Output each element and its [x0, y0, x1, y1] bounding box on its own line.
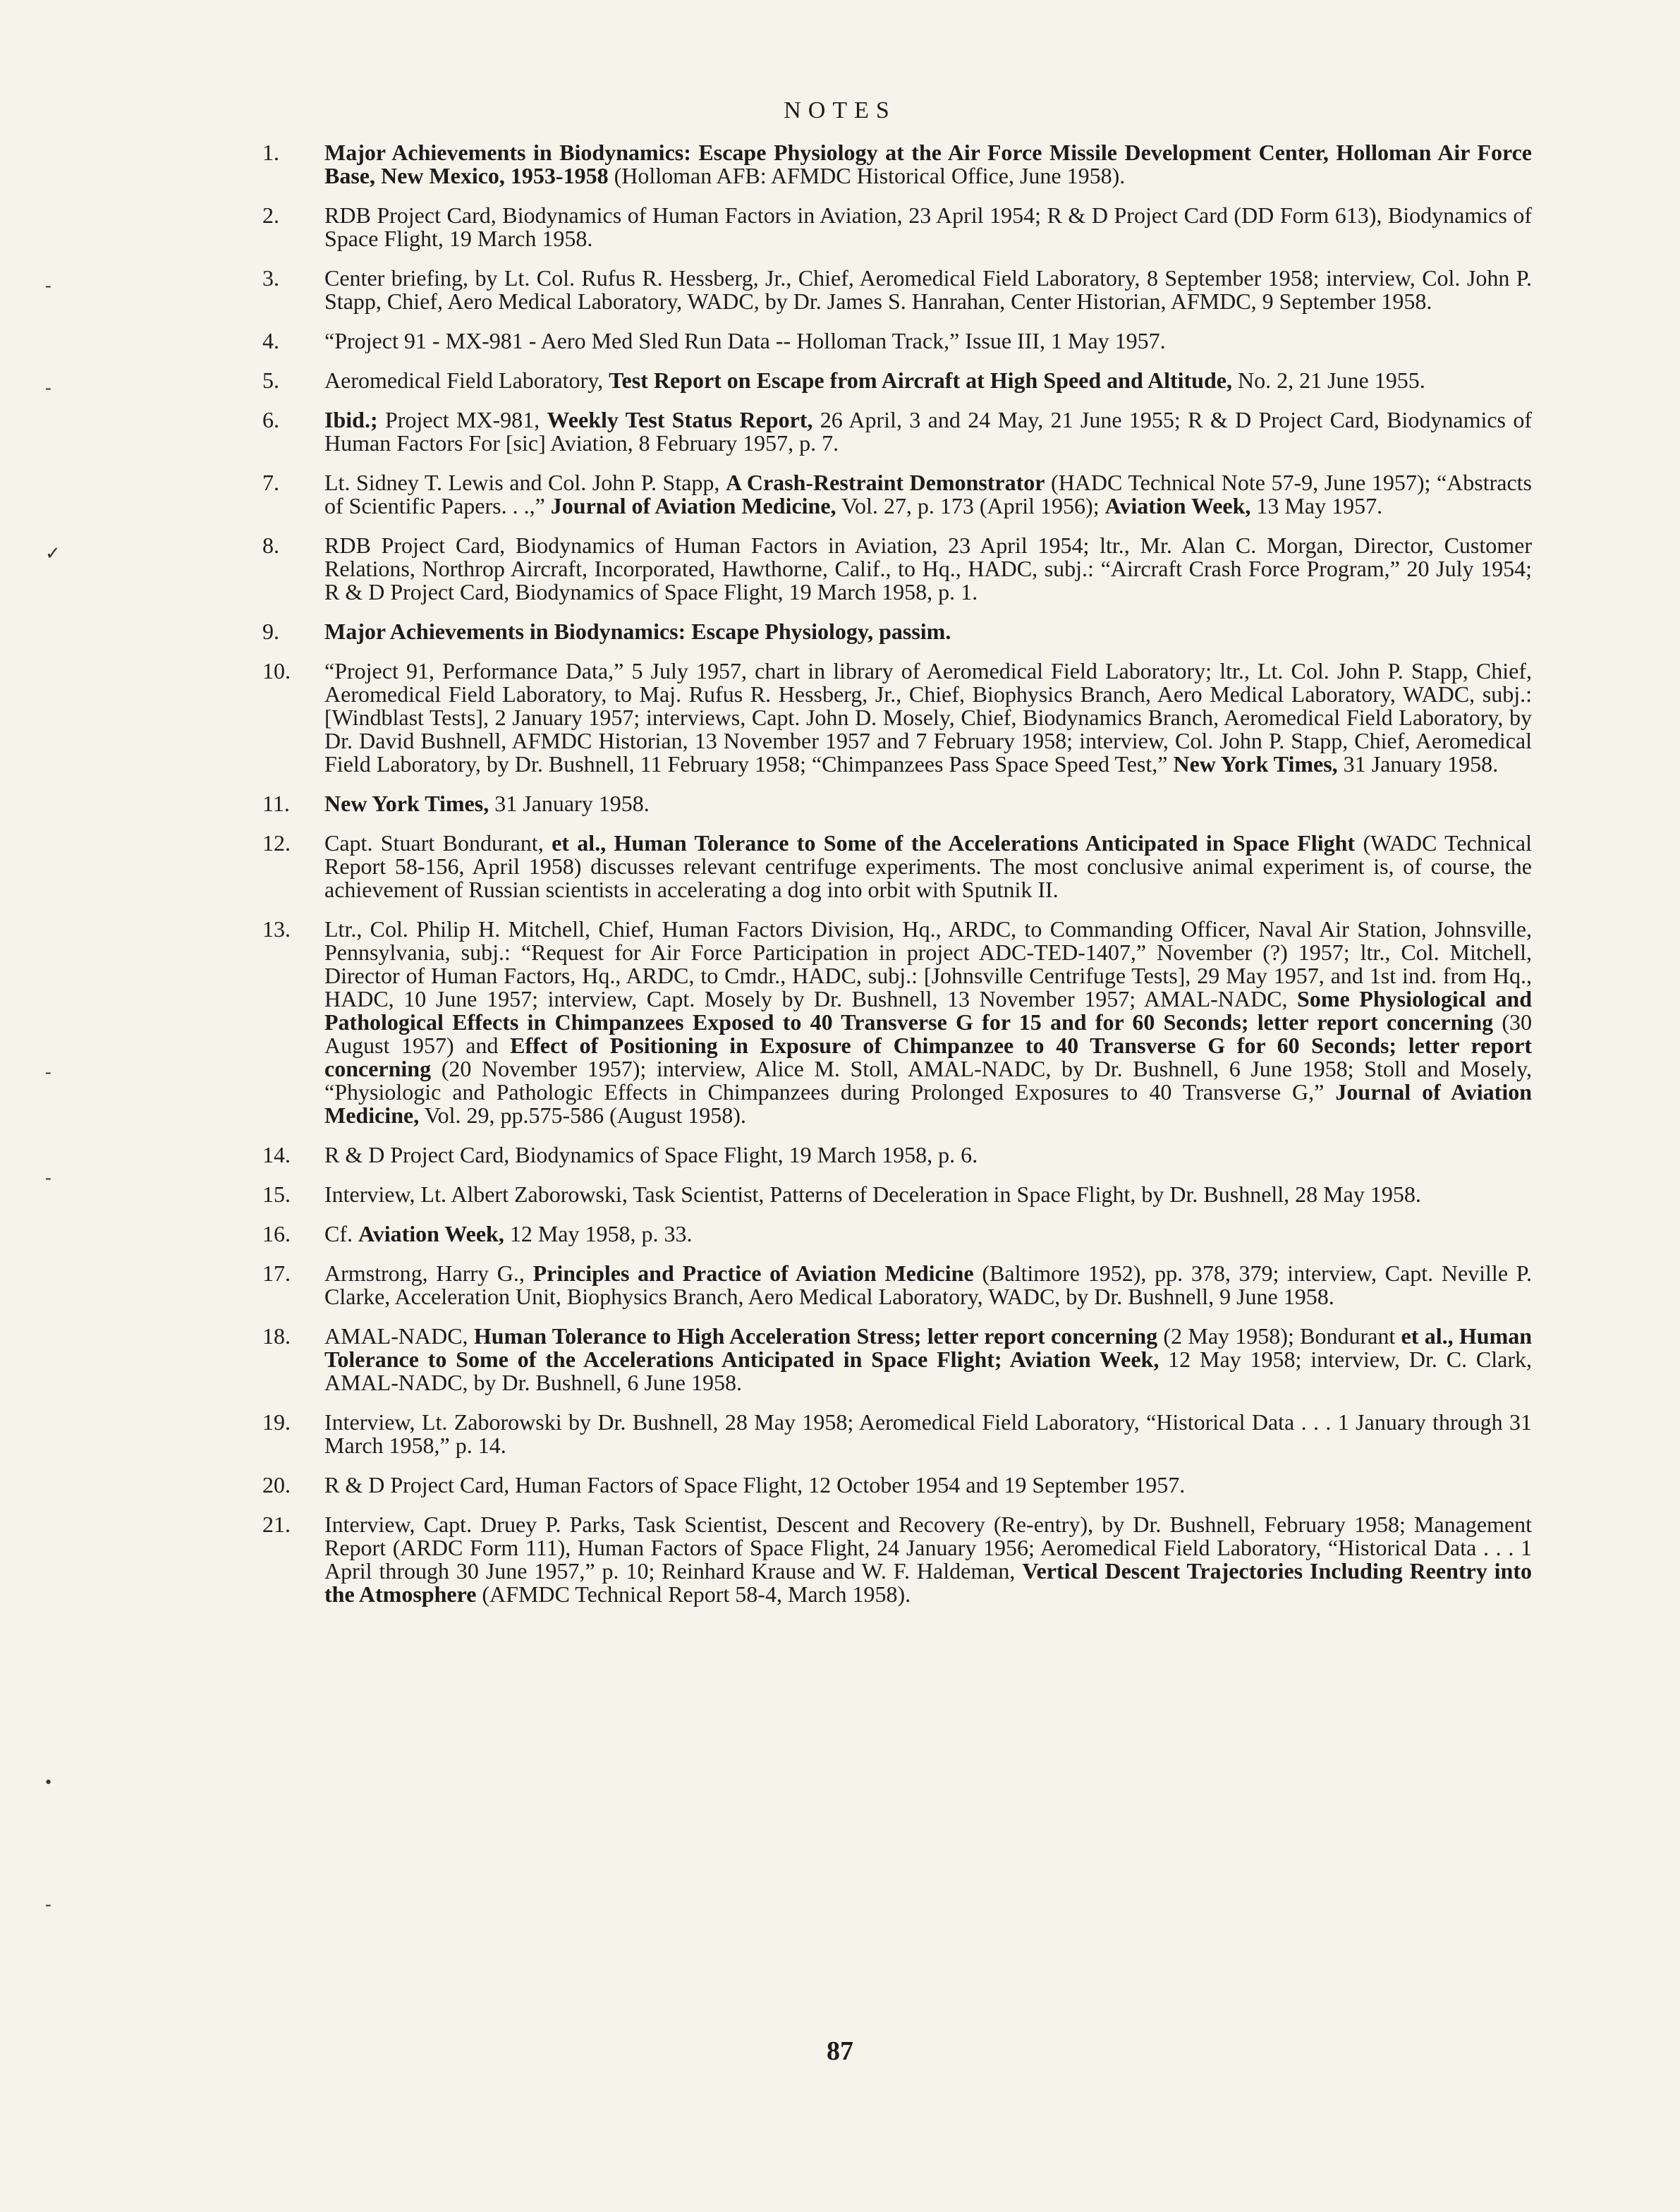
note-title-bold: Ibid.;	[324, 407, 378, 432]
note-text	[324, 329, 1532, 353]
note-item	[262, 832, 1532, 901]
note-number: 3.	[262, 265, 279, 291]
note-text	[324, 267, 1532, 313]
note-text-segment: Lt. Sidney T. Lewis and Col. John P. Stapp,	[324, 470, 726, 495]
note-text-segment: Vol. 27, p. 173 (April 1956);	[836, 493, 1105, 518]
note-item	[262, 204, 1532, 250]
note-title-bold: Effect of Positioning in Exposure of Chimpanzee to 40 Transverse G for 60 Seconds; letter report concerning	[324, 1033, 1533, 1081]
note-text	[324, 1411, 1532, 1457]
note-text-segment: (AFMDC Technical Report 58-4, March 1958).	[476, 1581, 911, 1607]
note-number: 21.	[262, 1512, 291, 1537]
note-text-segment: Interview, Lt. Albert Zaborowski, Task Scientist, Patterns of Deceleration in Space Flight, by Dr. Bushnell, 28 May 1958.	[324, 1181, 1421, 1207]
note-item	[262, 1473, 1532, 1497]
note-number: 9.	[262, 619, 279, 644]
note-item	[262, 1325, 1532, 1394]
note-title-bold: New York Times,	[1173, 751, 1338, 777]
note-text-segment: RDB Project Card, Biodynamics of Human Factors in Aviation, 23 April 1954; R & D Project Card (DD Form 613), Biodynamics of Space Flight, 19 March 1958.	[324, 202, 1532, 251]
note-number: 7.	[262, 470, 279, 495]
note-number: 17.	[262, 1260, 291, 1286]
note-item	[262, 1262, 1532, 1308]
note-text-segment: 12 May 1958, p. 33.	[504, 1221, 693, 1246]
note-text-segment: RDB Project Card, Biodynamics of Human Factors in Aviation, 23 April 1954; ltr., Mr. Alan C. Morgan, Director, Customer Relations, Northrop Aircraft, Incorporated, Hawthorne, Calif., to Hq., HADC, subj.: “Aircraft Crash Force Program,” 20 July 1954; R & D Project Card, Biodynamics of Space Flight, 19 March 1958, p. 1.	[324, 533, 1532, 604]
page-number: 87	[827, 2036, 853, 2066]
note-number: 15.	[262, 1181, 291, 1207]
note-number: 6.	[262, 407, 279, 432]
note-title-bold: Aviation Week,	[1104, 493, 1251, 518]
note-text-segment: Armstrong, Harry G.,	[324, 1260, 533, 1286]
note-text	[324, 660, 1532, 776]
note-title-bold: Vertical Descent Trajectories Including Reentry into the Atmosphere	[324, 1558, 1533, 1607]
note-text-segment: No. 2, 21 June 1955.	[1231, 367, 1425, 393]
note-text	[324, 918, 1532, 1127]
note-item	[262, 408, 1532, 455]
note-text	[324, 1325, 1532, 1394]
note-text	[324, 1262, 1532, 1308]
note-title-bold: Some Physiological and Pathological Effects in Chimpanzees Exposed to 40 Transverse G for 15 and for 60 Seconds; letter report concerning	[324, 986, 1532, 1035]
note-item	[262, 1411, 1532, 1457]
note-number: 20.	[262, 1472, 291, 1497]
note-text	[324, 1183, 1532, 1206]
note-item	[262, 1143, 1532, 1167]
margin-mark: ✓	[45, 543, 61, 564]
note-text-segment: 26 April, 3 and 24 May, 21 June 1955; R & D Project Card, Biodynamics of Human Factors For [sic] Aviation, 8 February 1957, p. 7.	[324, 407, 1533, 456]
note-text	[324, 1143, 1532, 1167]
note-number: 4.	[262, 328, 279, 353]
page-heading: NOTES	[784, 97, 896, 123]
margin-mark: -	[45, 275, 51, 296]
margin-mark: -	[45, 1062, 51, 1082]
note-item	[262, 369, 1532, 392]
note-text-segment: (2 May 1958); Bondurant	[1157, 1323, 1401, 1349]
note-title-bold: Aviation Week,	[358, 1221, 504, 1246]
note-item	[262, 534, 1532, 604]
note-number: 13.	[262, 916, 291, 942]
note-number: 10.	[262, 658, 291, 683]
note-text-segment: Capt. Stuart Bondurant,	[324, 830, 552, 856]
note-text-segment: 31 January 1958.	[489, 791, 650, 816]
note-text	[324, 792, 1532, 815]
note-text-segment: R & D Project Card, Human Factors of Space Flight, 12 October 1954 and 19 September 1957.	[324, 1472, 1186, 1497]
note-item	[262, 660, 1532, 776]
note-title-bold: et al., Human Tolerance to Some of the Accelerations Anticipated in Space Flight; Aviation Week,	[324, 1323, 1533, 1372]
note-title-bold: et al., Human Tolerance to Some of the Accelerations Anticipated in Space Flight	[552, 830, 1356, 856]
note-number: 8.	[262, 533, 279, 558]
note-text-segment: “Project 91, Performance Data,” 5 July 1957, chart in library of Aeromedical Field Laboratory; ltr., Lt. Col. John P. Stapp, Chief, Aeromedical Field Laboratory, to Maj. Rufus R. Hessberg, Jr., Chief, Biophysics Branch, Aero Medical Laboratory, WADC, subj.: [Windblast Tests], 2 January 1957; interviews, Capt. John D. Mosely, Chief, Biodynamics Branch, Aeromedical Field Laboratory, by Dr. David Bushnell, AFMDC Historian, 13 November 1957 and 7 February 1958; interview, Col. John P. Stapp, Chief, Aeromedical Field Laboratory, by Dr. Bushnell, 11 February 1958; “Chimpanzees Pass Space Speed Test,”	[324, 658, 1532, 777]
note-text-segment: (20 November 1957); interview, Alice M. Stoll, AMAL-NADC, by Dr. Bushnell, 6 June 1958; Stoll and Mosely, “Physiologic and Pathologic Effects in Chimpanzees during Prolonged Exposures to 40 Transverse G,”	[324, 1056, 1532, 1105]
note-text	[324, 832, 1532, 901]
note-number: 12.	[262, 830, 291, 856]
note-title-bold: Major Achievements in Biodynamics: Escape Physiology, passim.	[324, 619, 951, 644]
note-text-segment: (Holloman AFB: AFMDC Historical Office, June 1958).	[608, 163, 1126, 188]
note-title-bold: Test Report on Escape from Aircraft at High Speed and Altitude,	[609, 367, 1232, 393]
note-title-bold: Human Tolerance to High Acceleration Stress; letter report concerning	[473, 1323, 1158, 1349]
note-item	[262, 1183, 1532, 1206]
note-text	[324, 408, 1532, 455]
note-text-segment: Ltr., Col. Philip H. Mitchell, Chief, Human Factors Division, Hq., ARDC, to Commanding Officer, Naval Air Station, Johnsville, Pennsylvania, subj.: “Request for Air Force Participation in project ADC-TED-1407,” November (?) 1957; ltr., Col. Mitchell, Director of Human Factors, Hq., ARDC, to Cmdr., HADC, subj.: [Johnsville Centrifuge Tests], 29 May 1957, and 1st ind. from Hq., HADC, 10 June 1957; interview, Capt. Mosely by Dr. Bushnell, 13 November 1957; AMAL-NADC,	[324, 916, 1532, 1011]
note-number: 19.	[262, 1409, 291, 1435]
note-number: 1.	[262, 140, 279, 165]
note-text-segment: AMAL-NADC,	[324, 1323, 474, 1349]
note-text-segment: Cf.	[324, 1221, 358, 1246]
note-text	[324, 1222, 1532, 1246]
note-number: 5.	[262, 367, 279, 393]
note-title-bold: A Crash-Restraint Demonstrator	[725, 470, 1045, 495]
note-title-bold: Journal of Aviation Medicine,	[550, 493, 836, 518]
note-text	[324, 204, 1532, 250]
note-text	[324, 369, 1532, 392]
note-title-bold: Principles and Practice of Aviation Medicine	[532, 1260, 974, 1286]
note-text	[324, 1513, 1532, 1606]
note-text-segment: Vol. 29, pp.575-586 (August 1958).	[419, 1102, 746, 1128]
note-text-segment: Interview, Capt. Druey P. Parks, Task Scientist, Descent and Recovery (Re-entry), by Dr. Bushnell, February 1958; Management Report (ARDC Form 111), Human Factors of Space Flight, 24 January 1956; Aeromedical Field Laboratory, “Historical Data . . . 1 April through 30 June 1957,” p. 10; Reinhard Krause and W. F. Haldeman,	[324, 1512, 1532, 1584]
note-item	[262, 792, 1532, 815]
note-text-segment: Interview, Lt. Zaborowski by Dr. Bushnell, 28 May 1958; Aeromedical Field Laboratory, “Historical Data . . . 1 January through 31 March 1958,” p. 14.	[324, 1409, 1532, 1458]
note-text-segment: 13 May 1957.	[1250, 493, 1383, 518]
note-text-segment: (HADC Technical Note 57-9, June 1957); “Abstracts of Scientific Papers. . .,”	[324, 470, 1533, 518]
note-text-segment: 12 May 1958; interview, Dr. C. Clark, AMAL-NADC, by Dr. Bushnell, 6 June 1958.	[324, 1347, 1533, 1395]
note-text	[324, 141, 1532, 188]
note-text-segment: (WADC Technical Report 58-156, April 1958) discusses relevant centrifuge experiments. The most conclusive animal experiment is, of course, the achievement of Russian scientists in accelerating a dog into orbit with Sputnik II.	[324, 830, 1533, 902]
margin-mark: -	[45, 377, 51, 398]
note-item	[262, 620, 1532, 643]
note-text-segment: “Project 91 - MX-981 - Aero Med Sled Run Data -- Holloman Track,” Issue III, 1 May 1957.	[324, 328, 1166, 353]
note-text-segment: (30 August 1957) and	[324, 1009, 1533, 1058]
note-text-segment: Center briefing, by Lt. Col. Rufus R. Hessberg, Jr., Chief, Aeromedical Field Laboratory, 8 September 1958; interview, Col. John P. Stapp, Chief, Aero Medical Laboratory, WADC, by Dr. James S. Hanrahan, Center Historian, AFMDC, 9 September 1958.	[324, 265, 1532, 314]
note-text-segment: 31 January 1958.	[1337, 751, 1499, 777]
note-item	[262, 1513, 1532, 1606]
note-item	[262, 918, 1532, 1127]
margin-mark: •	[45, 1772, 52, 1792]
note-title-bold: Journal of Aviation Medicine,	[324, 1079, 1533, 1128]
note-item	[262, 1222, 1532, 1246]
note-number: 14.	[262, 1142, 291, 1167]
note-title-bold: Major Achievements in Biodynamics: Escape Physiology at the Air Force Missile Development Center, Holloman Air Force Base, New Mexico, 1953-1958	[324, 140, 1532, 188]
note-text	[324, 620, 1532, 643]
note-item	[262, 471, 1532, 518]
note-number: 16.	[262, 1221, 291, 1246]
note-text-segment: Aeromedical Field Laboratory,	[324, 367, 609, 393]
note-text-segment: R & D Project Card, Biodynamics of Space Flight, 19 March 1958, p. 6.	[324, 1142, 978, 1167]
note-item	[262, 267, 1532, 313]
note-title-bold: New York Times,	[324, 791, 489, 816]
margin-mark: -	[45, 1894, 51, 1914]
note-text-segment: Project MX-981,	[377, 407, 547, 432]
note-title-bold: Weekly Test Status Report,	[547, 407, 813, 432]
note-text	[324, 471, 1532, 518]
note-item	[262, 141, 1532, 188]
note-item	[262, 329, 1532, 353]
note-number: 18.	[262, 1323, 291, 1349]
margin-mark: -	[45, 1167, 51, 1188]
note-number: 11.	[262, 791, 290, 816]
note-number: 2.	[262, 202, 279, 228]
note-text	[324, 534, 1532, 604]
note-text-segment: (Baltimore 1952), pp. 378, 379; interview, Capt. Neville P. Clarke, Acceleration Unit, Biophysics Branch, Aero Medical Laboratory, WADC, by Dr. Bushnell, 9 June 1958.	[324, 1260, 1533, 1309]
note-text	[324, 1473, 1532, 1497]
notes-list	[262, 141, 1532, 1622]
